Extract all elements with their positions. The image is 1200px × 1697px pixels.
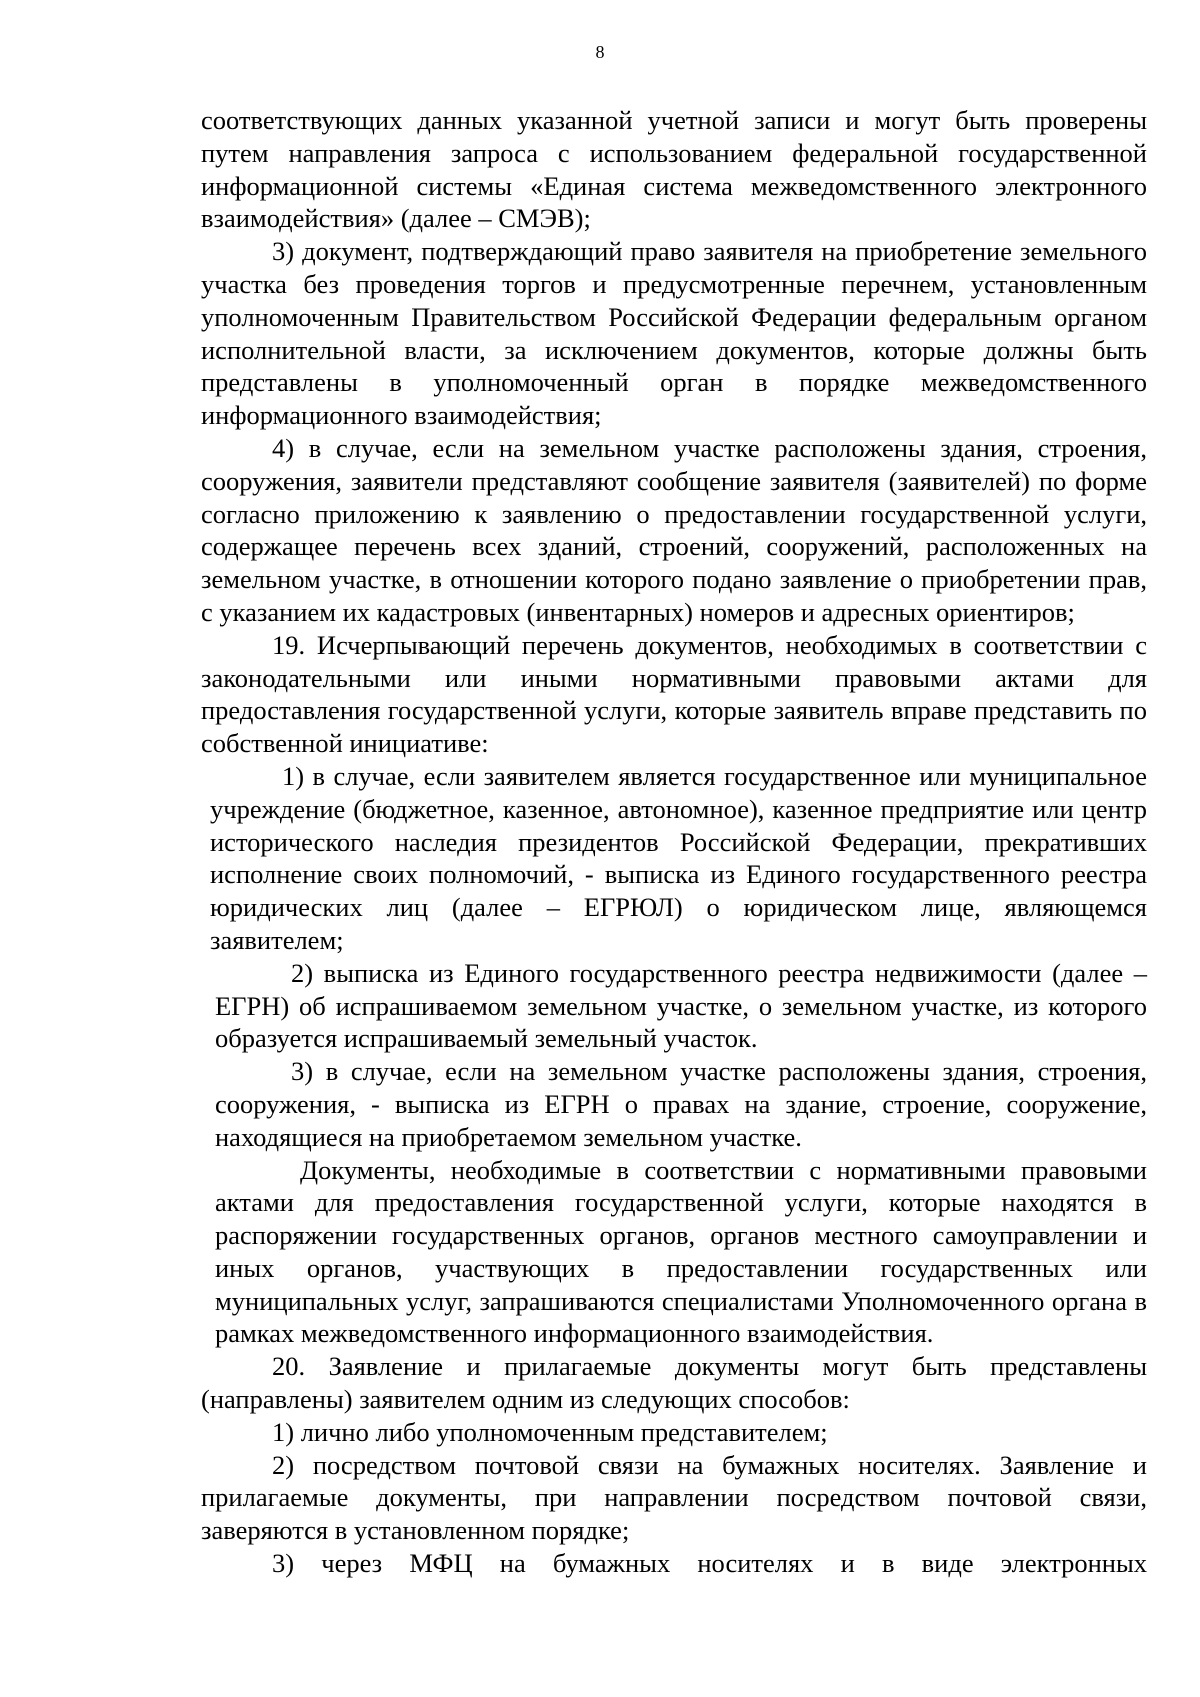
paragraph-item-4-buildings-notice: 4) в случае, если на земельном участке расположены здания, строения, сооружения, заявители представляют сообщение заявителя (заявителей) по форме согласно приложению к заявлению о предоставлении государственной услуги, содержащее перечень всех зданий, строений, сооружений, расположенных на земельном участке, в отношении которого подано заявление о приобретении прав, с указанием их кадастровых (инвентарных) номеров и адресных ориентиров;: [201, 432, 1147, 627]
paragraph-19-item-1-egrul: 1) в случае, если заявителем является государственное или муниципальное учреждение (бюджетное, казенное, автономное), казенное предприятие или центр исторического наследия президентов Российской Федерации, прекративших исполнение своих полномочий, - выписка из Единого государственного реестра юридических лиц (далее – ЕГРЮЛ) о юридическом лице, являющемся заявителем;: [210, 760, 1147, 955]
paragraph-20-item-1-in-person: 1) лично либо уполномоченным представителем;: [272, 1416, 828, 1447]
page-number: 8: [595, 42, 605, 62]
paragraph-19-item-2-egrn: 2) выписка из Единого государственного реестра недвижимости (далее – ЕГРН) об испрашиваемом земельном участке, о земельном участке, из которого образуется испрашиваемый земельный участок.: [215, 957, 1147, 1054]
paragraph-20-item-3-mfc: 3) через МФЦ на бумажных носителях и в виде электронных: [272, 1548, 1147, 1579]
paragraph-interagency-requests: Документы, необходимые в соответствии с нормативными правовыми актами для предоставления государственной услуги, которые находятся в распоряжении государственных органов, органов местного самоуправлении и иных органов, участвующих в предоставлении государственных или муниципальных услуг, запрашиваются специалистами Уполномоченного органа в рамках межведомственного информационного взаимодействия.: [215, 1154, 1147, 1349]
paragraph-section-19: 19. Исчерпывающий перечень документов, необходимых в соответствии с законодательными или иными нормативными правовыми актами для предоставления государственной услуги, которые заявитель вправе представить по собственной инициативе:: [201, 629, 1147, 759]
paragraph-item-3-land-right-document: 3) документ, подтверждающий право заявителя на приобретение земельного участка без проведения торгов и предусмотренные перечнем, установленным уполномоченным Правительством Российской Федерации федеральным органом исполнительной власти, за исключением документов, которые должны быть представлены в уполномоченный орган в порядке межведомственного информационного взаимодействия;: [201, 236, 1147, 431]
paragraph-section-20: 20. Заявление и прилагаемые документы могут быть представлены (направлены) заявителем одним из следующих способов:: [201, 1351, 1147, 1415]
paragraph-continuation-smev: соответствующих данных указанной учетной записи и могут быть проверены путем направления запроса с использованием федеральной государственной информационной системы «Единая система межведомственного электронного взаимодействия» (далее – СМЭВ);: [201, 105, 1147, 234]
paragraph-20-item-2-postal: 2) посредством почтовой связи на бумажных носителях. Заявление и прилагаемые документы, при направлении посредством почтовой связи, заверяются в установленном порядке;: [201, 1449, 1147, 1546]
paragraph-19-item-3-egrn-buildings: 3) в случае, если на земельном участке расположены здания, строения, сооружения, - выписка из ЕГРН о правах на здание, строение, сооружение, находящиеся на приобретаемом земельном участке.: [215, 1056, 1147, 1152]
document-body: [201, 104, 1147, 1580]
